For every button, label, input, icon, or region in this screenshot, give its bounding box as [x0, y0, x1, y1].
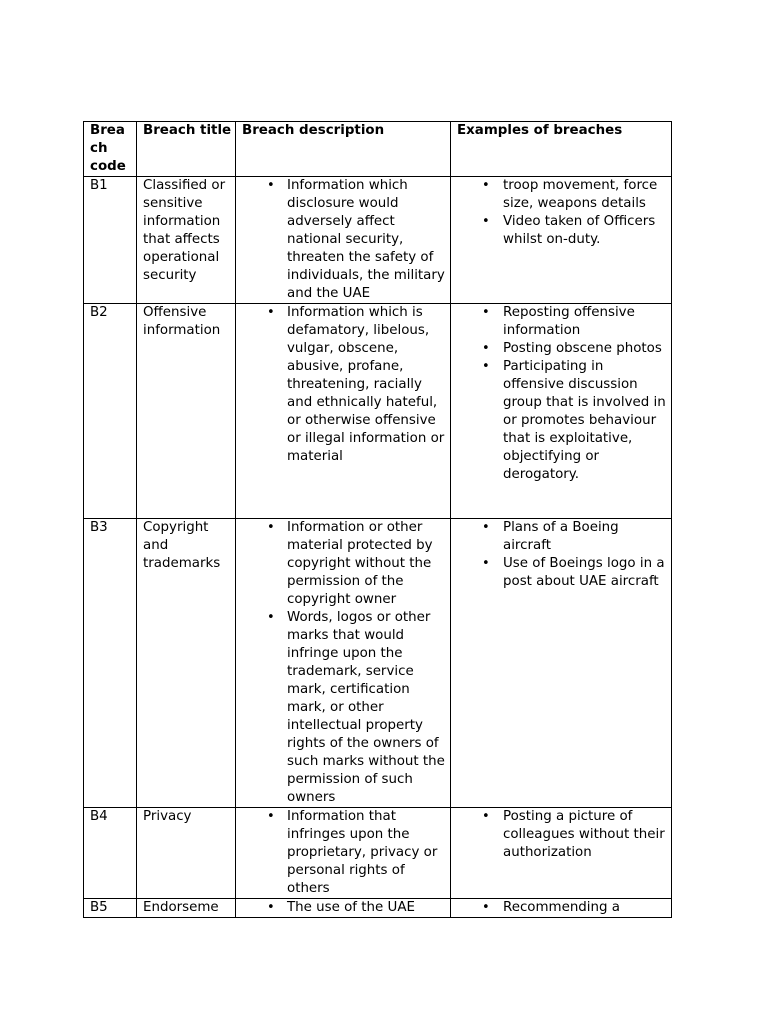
- table-row: [84, 899, 672, 918]
- breach-description: [236, 808, 451, 899]
- breach-title: Offensive information: [137, 304, 236, 519]
- table-row: [84, 519, 672, 808]
- bullet-icon: •: [267, 900, 275, 915]
- list-item: • Plans of a Boeing aircraft: [482, 520, 619, 553]
- bullet-icon: •: [482, 556, 490, 571]
- breach-title: Classified or sensitive information that affects operational security: [137, 177, 236, 304]
- table-row: [84, 177, 672, 304]
- breach-examples: [451, 899, 672, 918]
- bullet-icon: •: [482, 900, 490, 915]
- list-item: • Information which disclosure would adversely affect national security, threaten the safety of individuals, the military and the UAE: [267, 178, 445, 301]
- list-item: • Recommending a: [482, 900, 620, 915]
- breach-examples: [451, 177, 672, 304]
- breach-examples: [451, 808, 672, 899]
- list-item: • Participating in offensive discussion group that is involved in or promotes behaviour that is exploitative, objectifying or derogatory.: [482, 359, 666, 482]
- bullet-icon: •: [267, 809, 275, 824]
- list-item: • Posting obscene photos: [482, 341, 662, 356]
- breach-code: B1: [84, 177, 137, 304]
- breach-description: [236, 177, 451, 304]
- breach-title: Privacy: [137, 808, 236, 899]
- bullet-icon: •: [482, 305, 490, 320]
- list-item: • Reposting offensive information: [482, 305, 635, 338]
- header-examples: Examples of breaches: [451, 122, 672, 177]
- breach-examples: [451, 304, 672, 519]
- bullet-icon: •: [482, 341, 490, 356]
- breach-examples: [451, 519, 672, 808]
- breach-description: [236, 519, 451, 808]
- list-item: • Information that infringes upon the proprietary, privacy or personal rights of others: [267, 809, 438, 896]
- bullet-icon: •: [482, 178, 490, 193]
- bullet-icon: •: [482, 359, 490, 374]
- bullet-icon: •: [267, 610, 275, 625]
- breach-code: B4: [84, 808, 137, 899]
- bullet-icon: •: [482, 809, 490, 824]
- list-item: • Video taken of Officers whilst on-duty.: [482, 214, 656, 247]
- header-breach-title: Breach title: [137, 122, 236, 177]
- list-item: • Posting a picture of colleagues without their authorization: [482, 809, 665, 860]
- bullet-icon: •: [482, 214, 490, 229]
- list-item: • Information or other material protected by copyright without the permission of the copyright owner: [267, 520, 433, 607]
- list-item: • Words, logos or other marks that would infringe upon the trademark, service mark, certification mark, or other intellectual property rights of the owners of such marks without the permission of such owners: [267, 610, 445, 805]
- list-item: • Use of Boeings logo in a post about UAE aircraft: [482, 556, 665, 589]
- breach-code: B3: [84, 519, 137, 808]
- bullet-icon: •: [267, 305, 275, 320]
- breach-description: [236, 304, 451, 519]
- breach-table: [83, 121, 672, 918]
- list-item: • troop movement, force size, weapons details: [482, 178, 658, 211]
- breach-title: Endorseme: [137, 899, 236, 918]
- bullet-icon: •: [482, 520, 490, 535]
- breach-title: Copyright and trademarks: [137, 519, 236, 808]
- header-breach-code: Brea ch code: [84, 122, 137, 177]
- bullet-icon: •: [267, 178, 275, 193]
- list-item: • The use of the UAE: [267, 900, 415, 915]
- table-row: [84, 808, 672, 899]
- table-header-row: [84, 122, 672, 177]
- bullet-icon: •: [267, 520, 275, 535]
- breach-code: B2: [84, 304, 137, 519]
- breach-description: [236, 899, 451, 918]
- breach-code: B5: [84, 899, 137, 918]
- list-item: • Information which is defamatory, libelous, vulgar, obscene, abusive, profane, threatening, racially and ethnically hateful, or otherwise offensive or illegal information or material: [267, 305, 445, 464]
- table-row: [84, 304, 672, 519]
- header-breach-description: Breach description: [236, 122, 451, 177]
